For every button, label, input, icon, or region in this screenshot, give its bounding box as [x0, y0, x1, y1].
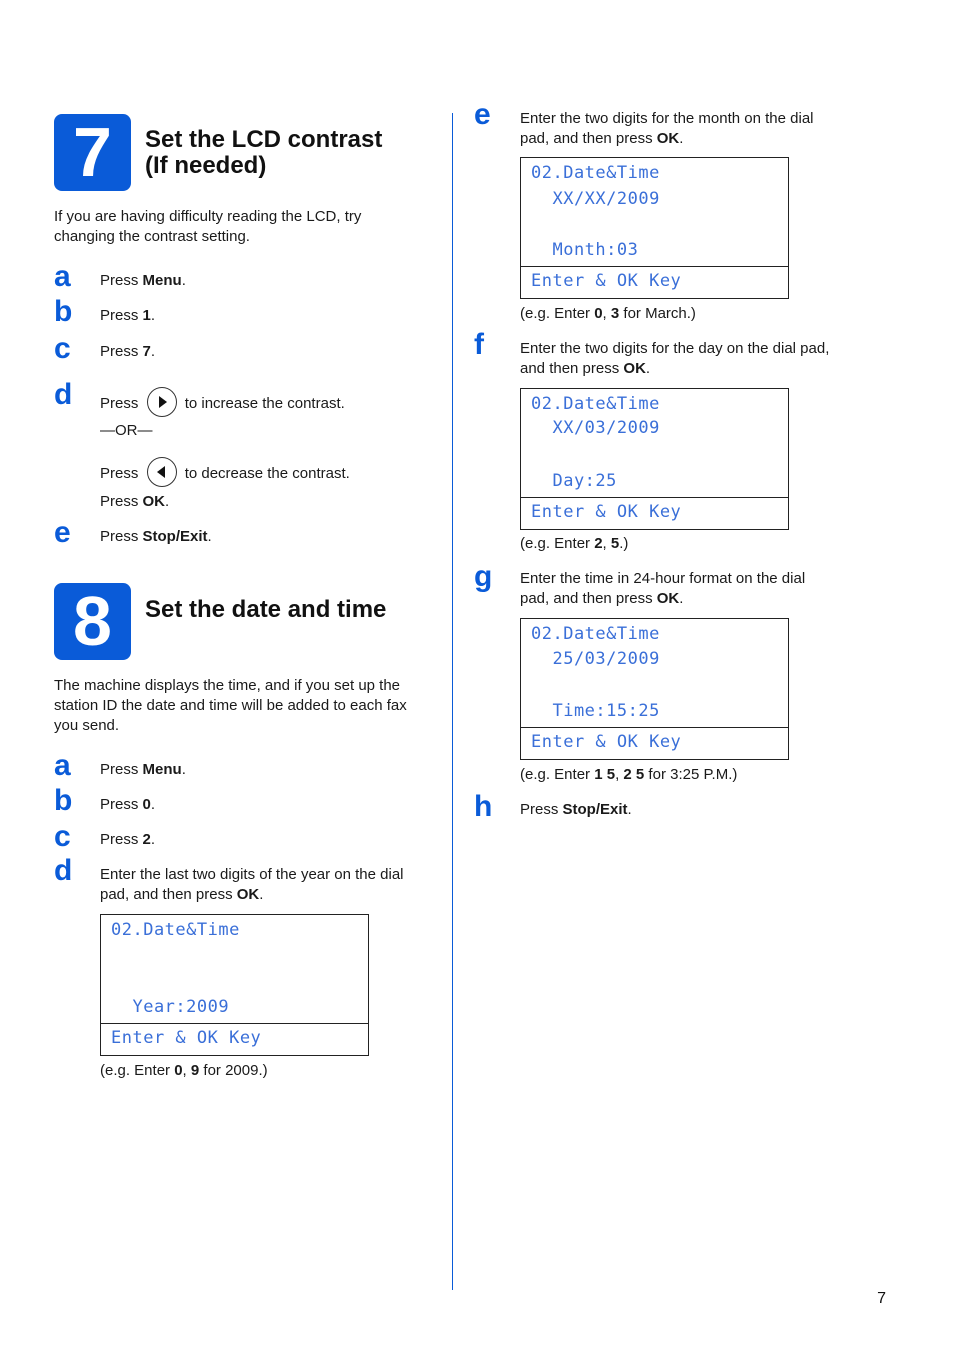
text: . [150, 796, 156, 813]
text: . [645, 360, 651, 377]
substep-letter: d [54, 854, 73, 887]
step-8d-text [100, 865, 404, 905]
stop-exit-key: Stop/Exit [142, 528, 208, 545]
lcd-line: XX/03/2009 [531, 418, 660, 438]
text: . [181, 761, 186, 778]
example-note [100, 1061, 268, 1081]
text: Enter the time in 24-hour format on the dial [520, 570, 806, 587]
intro-line: If you are having difficulty reading the LCD, try [54, 208, 362, 225]
text: Press [100, 528, 143, 545]
text: and then press [520, 360, 624, 377]
left-arrow-button-icon [147, 457, 177, 487]
text: to decrease the contrast. [184, 464, 350, 482]
step-8c-text [100, 830, 155, 850]
substep-letter: e [474, 98, 491, 131]
lcd-line: Month:03 [531, 240, 639, 260]
lcd-display-time [520, 618, 789, 760]
step-8e-text [520, 109, 814, 149]
step-8-intro [54, 676, 407, 736]
step-7-title [145, 127, 382, 179]
text: Enter the two digits for the month on the dial [520, 110, 814, 127]
lcd-line: Enter & OK Key [531, 271, 682, 291]
lcd-line: Enter & OK Key [531, 502, 682, 522]
step-7e-text [100, 527, 212, 547]
text: 0 [594, 305, 603, 322]
text: pad, and then press [520, 130, 657, 147]
text: for 3:25 P.M.) [644, 766, 738, 783]
text: , [602, 535, 611, 552]
intro-line: station ID the date and time will be added to each fax [54, 697, 407, 714]
key: 7 [142, 343, 151, 360]
lcd-line: 25/03/2009 [531, 649, 660, 669]
text [520, 589, 805, 609]
text: Press [100, 394, 139, 412]
key: 2 [142, 831, 151, 848]
text [520, 359, 829, 379]
step-8h-text [520, 800, 632, 820]
lcd-screen [521, 389, 788, 498]
text: (e.g. Enter [520, 535, 595, 552]
text: , [182, 1062, 191, 1079]
substep-letter: a [54, 260, 71, 293]
stop-exit-key: Stop/Exit [562, 801, 628, 818]
lcd-display-month [520, 157, 789, 299]
example-note [520, 534, 628, 554]
text [520, 129, 814, 149]
intro-line: changing the contrast setting. [54, 228, 250, 245]
lcd-footer [101, 1024, 368, 1055]
text: for 2009.) [199, 1062, 268, 1079]
ok-key: OK [236, 886, 260, 903]
text: 5 [610, 535, 620, 552]
text: . [150, 307, 156, 324]
ok-key: OK [142, 493, 166, 510]
text: to increase the contrast. [184, 394, 345, 412]
substep-letter: h [474, 790, 493, 823]
text: . [165, 493, 170, 510]
text: pad, and then press [100, 886, 237, 903]
lcd-footer [521, 498, 788, 529]
lcd-screen [521, 619, 788, 728]
step-8a-text [100, 760, 186, 780]
lcd-line: Year:2009 [111, 997, 230, 1017]
text: 9 [190, 1062, 200, 1079]
lcd-display-year [100, 914, 369, 1056]
text: . [150, 343, 156, 360]
text: . [627, 801, 632, 818]
lcd-line: Enter & OK Key [111, 1028, 262, 1048]
ok-key: OK [656, 130, 680, 147]
step-7-badge: 7 [54, 114, 131, 191]
text: Press [100, 343, 143, 360]
text: Press [100, 831, 143, 848]
lcd-screen [521, 158, 788, 267]
text: . [259, 886, 264, 903]
step-7d-ok [100, 492, 169, 512]
ok-key: OK [623, 360, 646, 377]
step-7-title-line1: Set the LCD contrast [145, 126, 383, 153]
intro-line: you send. [54, 717, 120, 734]
ok-key: OK [656, 590, 680, 607]
text: , [602, 305, 611, 322]
text: (e.g. Enter [520, 305, 595, 322]
intro-line: The machine displays the time, and if you set up the [54, 677, 401, 694]
step-7d-decrease [100, 459, 350, 489]
substep-letter: c [54, 332, 71, 365]
step-8b-text [100, 795, 155, 815]
lcd-footer [521, 267, 788, 298]
page-number: 7 [877, 1290, 886, 1307]
text: (e.g. Enter [100, 1062, 175, 1079]
step-7-intro [54, 207, 361, 247]
lcd-line: 02.Date&Time [531, 624, 660, 644]
text: (e.g. Enter [520, 766, 595, 783]
text: 2 [594, 535, 603, 552]
menu-key: Menu [142, 761, 182, 778]
key: 1 [142, 307, 151, 324]
key: 0 [142, 796, 151, 813]
text: 0 [174, 1062, 183, 1079]
step-8-title: Set the date and time [145, 596, 387, 623]
substep-letter: c [54, 820, 71, 853]
text: Enter the last two digits of the year on the dial [100, 866, 404, 883]
text: Press [100, 761, 143, 778]
text [100, 885, 404, 905]
step-8f-text [520, 339, 829, 379]
text: Press [100, 493, 143, 510]
text: . [181, 272, 186, 289]
step-8-badge: 8 [54, 583, 131, 660]
substep-letter: e [54, 516, 71, 549]
text: 3 [610, 305, 620, 322]
text: pad, and then press [520, 590, 657, 607]
right-arrow-button-icon [147, 387, 177, 417]
example-note [520, 304, 696, 324]
text: Press [100, 464, 139, 482]
step-7a-text [100, 271, 186, 291]
text: Press [100, 796, 143, 813]
text: Press [100, 307, 143, 324]
lcd-line: 02.Date&Time [531, 163, 660, 183]
lcd-line: 02.Date&Time [531, 394, 660, 414]
lcd-line: Time:15:25 [531, 701, 660, 721]
substep-letter: f [474, 328, 484, 361]
text: . [679, 130, 684, 147]
step-7d-increase [100, 389, 345, 419]
lcd-display-day [520, 388, 789, 530]
lcd-screen [101, 915, 368, 1024]
step-7c-text [100, 342, 155, 362]
text: for March.) [619, 305, 696, 322]
text: Enter the two digits for the day on the dial pad, [520, 340, 830, 357]
substep-letter: d [54, 378, 73, 411]
text: Press [520, 801, 563, 818]
lcd-line: Day:25 [531, 471, 617, 491]
column-divider [452, 113, 453, 1290]
step-7b-text [100, 306, 155, 326]
lcd-line: Enter & OK Key [531, 732, 682, 752]
lcd-footer [521, 728, 788, 759]
substep-letter: a [54, 749, 71, 782]
text: 2 5 [623, 766, 645, 783]
menu-key: Menu [142, 272, 182, 289]
text: , [615, 766, 624, 783]
text: . [679, 590, 684, 607]
substep-letter: g [474, 560, 493, 593]
text: . [207, 528, 212, 545]
text: 1 5 [594, 766, 616, 783]
example-note [520, 765, 737, 785]
lcd-line: XX/XX/2009 [531, 189, 660, 209]
text: Press [100, 272, 143, 289]
step-8g-text [520, 569, 805, 609]
substep-letter: b [54, 784, 73, 817]
substep-letter: b [54, 295, 73, 328]
lcd-line: 02.Date&Time [111, 920, 240, 940]
text: .) [619, 535, 629, 552]
or-separator: —OR— [100, 422, 153, 439]
step-7-title-line2: (If needed) [145, 152, 267, 179]
text: . [150, 831, 156, 848]
